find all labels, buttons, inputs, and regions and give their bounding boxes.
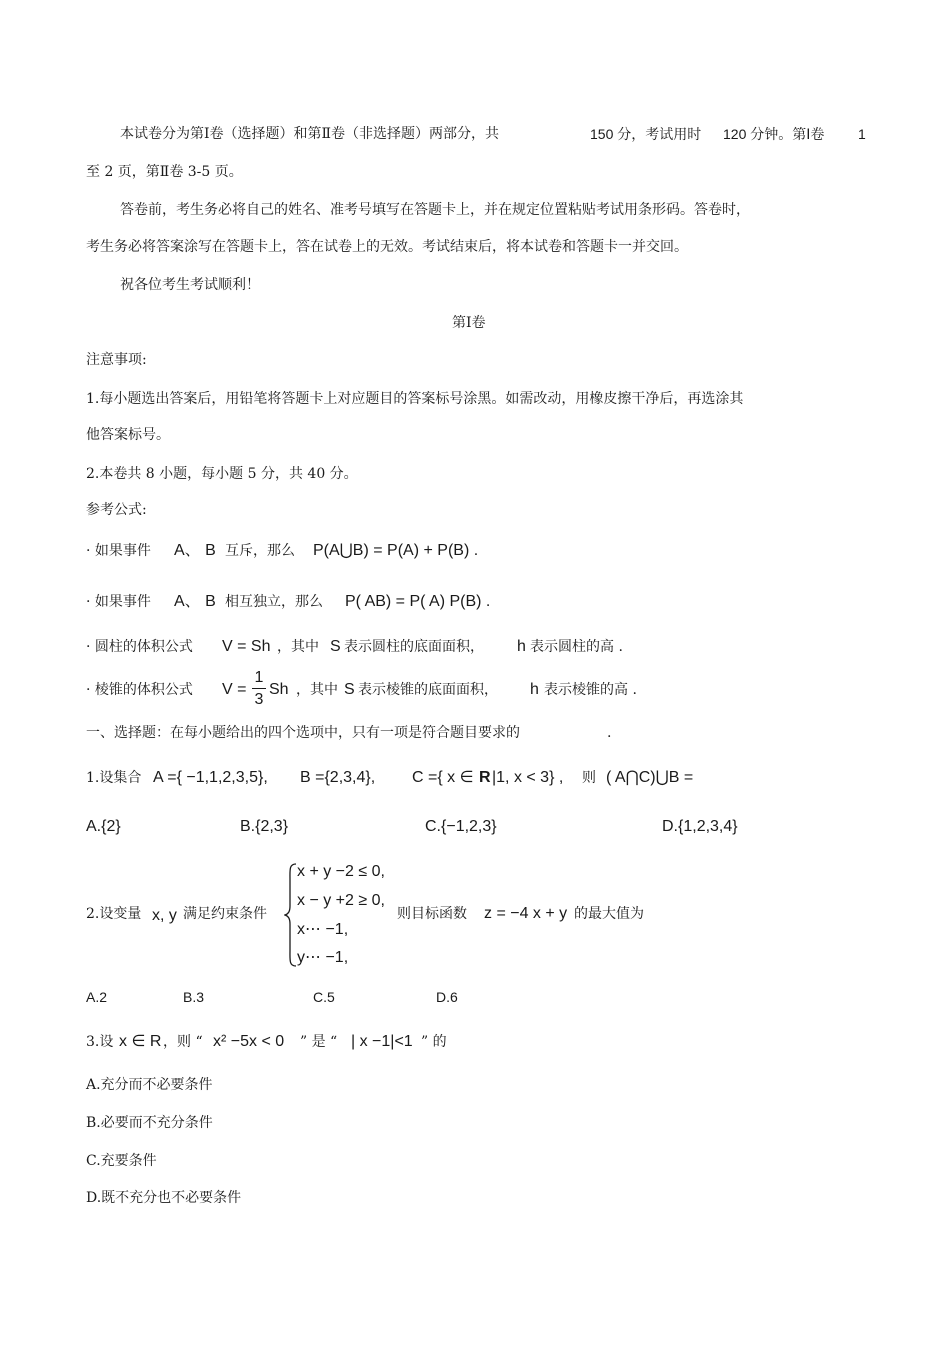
part1-heading: 一、选择题：在每小题给出的四个选项中，只有一项是符合题目要求的 — [86, 725, 520, 741]
q1-set-a: A ={ −1,1,2,3,5}, — [153, 769, 268, 786]
q1-set-b: B ={2,3,4}, — [300, 769, 376, 786]
intro-line-2: 至 2 页，第Ⅱ卷 3-5 页。 — [86, 164, 243, 180]
formula-3-desc2: 表示圆柱的高 . — [530, 639, 623, 655]
section-title: 第Ⅰ卷 — [452, 315, 486, 331]
q1-option-c[interactable]: C.{−1,2,3} — [425, 818, 497, 835]
formula-2-equation: P( AB) = P( A) P(B) . — [345, 593, 491, 610]
q2-stem-end: 的最大值为 — [574, 906, 644, 922]
q1-ask-pre: 则 — [582, 770, 596, 786]
formula-2-relation: 相互独立，那么 — [225, 594, 323, 610]
q3-option-a[interactable]: A.充分而不必要条件 — [86, 1077, 213, 1093]
q3-option-d[interactable]: D.既不充分也不必要条件 — [86, 1190, 242, 1206]
formula-3-s: S — [330, 638, 341, 655]
formula-4-numerator: 1 — [252, 668, 266, 689]
q2-constraint-brace — [284, 862, 298, 968]
q2-stem-post: 则目标函数 — [397, 906, 467, 922]
q2-stem-pre: 2.设变量 — [86, 906, 142, 922]
formula-4-v: V = — [222, 681, 247, 698]
formula-4-desc2: 表示棱锥的高 . — [544, 682, 637, 698]
q2-objective: z = −4 x + y — [484, 905, 568, 922]
q1-option-a[interactable]: A.{2} — [86, 818, 121, 835]
intro-para2-line-2: 考生务必将答案涂写在答题卡上，答在试卷上的无效。考试结束后，将本试卷和答题卡一并交回。 — [86, 239, 688, 255]
intro-para2-line-1: 答卷前，考生务必将自己的姓名、准考号填写在答题卡上，并在规定位置粘贴考试用条形码。答卷时， — [120, 202, 750, 218]
formulas-heading: 参考公式: — [86, 502, 147, 518]
q2-vars: x, y — [152, 907, 177, 924]
formula-3-h: h — [517, 638, 526, 655]
q2-option-c[interactable]: C.5 — [313, 989, 335, 1005]
q3-option-c[interactable]: C.充要条件 — [86, 1153, 157, 1169]
q3-stem-mid2: ” 是 “ — [300, 1034, 338, 1050]
formula-1-events: A、 B — [174, 542, 216, 559]
formula-4-desc: 表示棱锥的底面面积， — [358, 682, 498, 698]
q3-stem-end: ” 的 — [421, 1034, 447, 1050]
formula-1-label: · 如果事件 — [86, 543, 151, 559]
note-1-line-1: 1.每小题选出答案后，用铅笔将答题卡上对应题目的答案标号涂黑。如需改动，用橡皮擦干净后，再选涂其 — [86, 391, 744, 407]
formula-3-equation: V = Sh — [222, 638, 271, 655]
formula-4-sh: Sh — [269, 681, 289, 698]
q1-set-c-pre: C ={ x ∈ — [412, 769, 474, 786]
q3-option-b[interactable]: B.必要而不充分条件 — [86, 1115, 213, 1131]
q2-option-d[interactable]: D.6 — [436, 989, 458, 1005]
note-1-line-2: 他答案标号。 — [86, 427, 170, 443]
formula-4-fraction — [252, 668, 266, 711]
q1-stem: 1.设集合 — [86, 770, 142, 786]
formula-4-h: h — [530, 681, 539, 698]
q2-constraint-4: y⋯ −1, — [297, 949, 349, 966]
q1-option-b[interactable]: B.{2,3} — [240, 818, 289, 835]
formula-4-denominator: 3 — [254, 691, 264, 708]
formula-3-label: · 圆柱的体积公式 — [86, 639, 193, 655]
formula-4-label: · 棱锥的体积公式 — [86, 682, 193, 698]
q2-constraint-3: x⋯ −1, — [297, 921, 349, 938]
intro-page-start: 1 — [858, 126, 866, 142]
q3-x-in-r: x ∈ R — [119, 1033, 162, 1050]
formula-2-label: · 如果事件 — [86, 594, 151, 610]
notes-heading: 注意事项: — [86, 352, 147, 368]
q2-option-a[interactable]: A.2 — [86, 989, 108, 1005]
intro-line-1: 本试卷分为第Ⅰ卷（选择题）和第Ⅱ卷（非选择题）两部分，共 — [120, 126, 500, 142]
intro-wish: 祝各位考生考试顺利！ — [120, 277, 260, 293]
q3-stem-mid1: ，则 “ — [163, 1034, 203, 1050]
formula-3-where: ，其中 — [277, 639, 319, 655]
q3-expr2: | x −1|<1 — [351, 1033, 413, 1050]
formula-2-events: A、 B — [174, 593, 216, 610]
q3-expr1: x² −5x < 0 — [213, 1033, 285, 1050]
q1-option-d[interactable]: D.{1,2,3,4} — [662, 818, 738, 835]
formula-1-equation: P(A⋃B) = P(A) + P(B) . — [313, 542, 479, 559]
note-2: 2.本卷共 8 小题，每小题 5 分，共 40 分。 — [86, 466, 358, 482]
q1-ask: ( A⋂C)⋃B = — [606, 769, 694, 786]
q2-option-b[interactable]: B.3 — [183, 989, 205, 1005]
intro-score: 150 分，考试用时 — [590, 126, 702, 142]
intro-time: 120 分钟。第Ⅰ卷 — [723, 126, 825, 142]
q1-set-c-post: |1, x < 3} , — [492, 769, 564, 786]
part1-heading-dot: . — [607, 725, 612, 741]
formula-4-where: ，其中 — [296, 682, 338, 698]
formula-1-relation: 互斥，那么 — [225, 543, 295, 559]
q2-constraint-1: x + y −2 ≤ 0, — [297, 863, 385, 880]
q2-constraint-2: x − y +2 ≥ 0, — [297, 892, 385, 909]
formula-3-desc: 表示圆柱的底面面积， — [344, 639, 484, 655]
q2-stem-mid: 满足约束条件 — [183, 906, 267, 922]
formula-4-s: S — [344, 681, 355, 698]
q3-stem-pre: 3.设 — [86, 1034, 114, 1050]
q1-set-c-r: R — [479, 769, 491, 786]
